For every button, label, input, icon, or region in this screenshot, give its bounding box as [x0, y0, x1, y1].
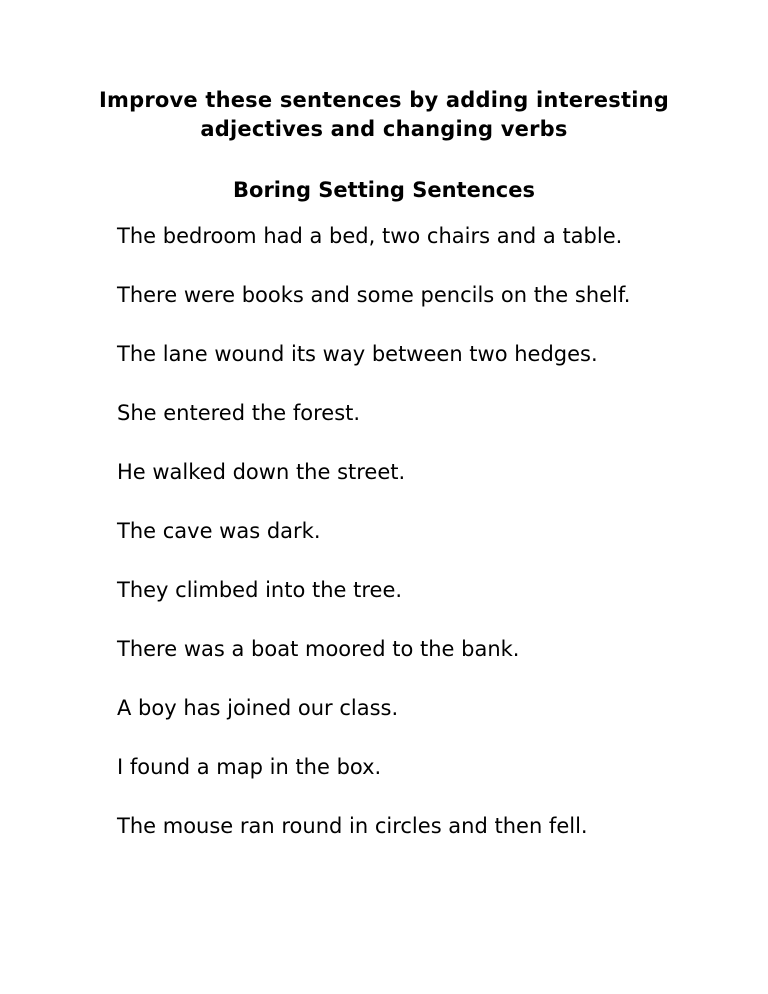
- title-line-2: adjectives and changing verbs: [200, 117, 568, 141]
- sentence-item: She entered the forest.: [117, 401, 361, 425]
- sentence-item: They climbed into the tree.: [117, 578, 403, 602]
- sentence-item: He walked down the street.: [117, 460, 406, 484]
- sentence-item: The bedroom had a bed, two chairs and a table.: [117, 224, 623, 248]
- sentence-item: I found a map in the box.: [117, 755, 382, 779]
- sentence-list: [117, 222, 630, 871]
- sentence-item: The cave was dark.: [117, 519, 321, 543]
- sentence-item: There was a boat moored to the bank.: [117, 637, 520, 661]
- sentence-item: There were books and some pencils on the shelf.: [117, 283, 631, 307]
- sentence-item: The mouse ran round in circles and then fell.: [117, 814, 588, 838]
- section-heading: Boring Setting Sentences: [233, 178, 535, 202]
- sentence-item: A boy has joined our class.: [117, 696, 399, 720]
- title-line-1: Improve these sentences by adding interesting: [99, 88, 669, 112]
- worksheet-title: [0, 86, 768, 144]
- sentence-item: The lane wound its way between two hedges.: [117, 342, 598, 366]
